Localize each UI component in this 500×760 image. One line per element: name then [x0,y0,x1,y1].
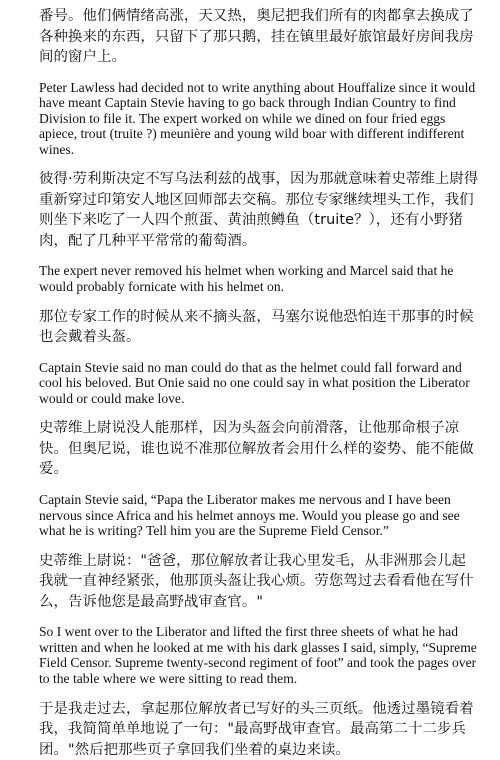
paragraph-en-1: Peter Lawless had decided not to write anything about Houffalize since it would have meant Captain Stevie having to go back through Indian Country to find Division to file it. The expert worked on while we dined on four fried eggs apiece, trout (truite ?) meunière and young wild boar with different indifferent wines. [39,79,476,157]
paragraph-zh-4: 史蒂维上尉说没人能那样，因为头盔会向前滑落，让他那命根子凉快。但奥尼说，谁也说不准那位解放者会用什么样的姿势、能不能做爱。 [39,420,474,478]
paragraph-zh-5: 史蒂维上尉说："爸爸，那位解放者让我心里发毛，从非洲那会儿起我就一直神经紧张，他那顶头盔让我心烦。劳您驾过去看看他在写什么，告诉他您是最高野战审查官。" [39,552,474,610]
paragraph-en-2: The expert never removed his helmet when working and Marcel said that he would probably fornicate with his helmet on. [39,263,454,295]
paragraph-zh-2: 彼得·劳利斯决定不写乌法利兹的战事，因为那就意味着史蒂维上尉得重新穿过印第安人地区回师部去交稿。那位专家继续埋头工作，我们则坐下来吃了一人四个煎蛋、黄油煎鳟鱼（truite？），还有小野猪肉，配了几种平平常常的葡萄酒。 [39,171,479,249]
paragraph-zh-1: 番号。他们俩情绪高涨，天又热，奥尼把我们所有的肉都拿去换成了各种换来的东西，只留下了那只鹅，挂在镇里最好旅馆最好房间我房间的窗户上。 [39,8,474,65]
paragraph-en-5: So I went over to the Liberator and lifted the first three sheets of what he had written and when he looked at me with his dark glasses I said, simply, “Supreme Field Censor. Supreme twenty-second regiment of foot” and took the pages over to the table where we were sitting to read them. [39,624,477,686]
paragraph-en-4: Captain Stevie said, “Papa the Liberator makes me nervous and I have been nervous since Africa and his helmet annoys me. Would you please go and see what he is writing? Tell him you are the Supreme Field Censor.” [39,491,460,539]
paragraph-zh-6: 于是我走过去，拿起那位解放者已写好的头三页纸。他透过墨镜看着我，我简简单单地说了一句："最高野战审查官。最高第二十二步兵团。"然后把那些页子拿回我们坐着的桌边来读。 [39,700,474,758]
paragraph-en-3: Captain Stevie said no man could do that as the helmet could fall forward and cool his beloved. But Onie said no one could say in what position the Liberator would or could make love. [39,359,470,406]
paragraph-zh-3: 那位专家工作的时候从来不摘头盔，马塞尔说他恐怕连干那事的时候也会戴着头盔。 [39,308,474,346]
